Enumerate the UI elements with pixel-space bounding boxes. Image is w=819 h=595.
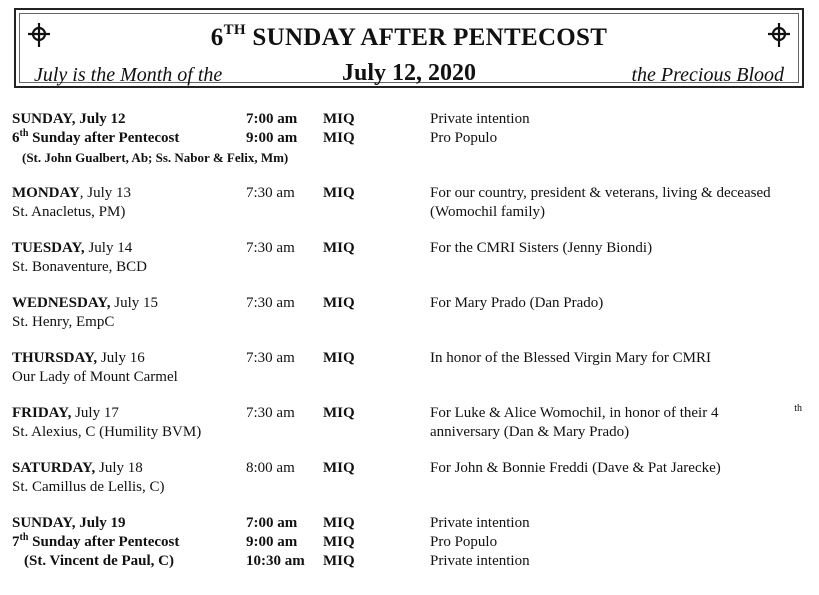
mass-time: 7:00 am [246,111,298,127]
mass-intention: Private intention [430,553,530,569]
mass-type: MIQ [323,185,355,201]
mass-intention: For John & Bonnie Freddi (Dave & Pat Jarecke) [430,460,721,476]
mass-type: MIQ [323,295,355,311]
mass-intention-continued: (Womochil family) [430,204,546,220]
page-title: 6TH SUNDAY AFTER PENTECOST [210,22,608,51]
feast-label: St. Camillus de Lellis, C) [12,479,165,495]
mass-type: MIQ [323,111,355,127]
cross-icon [766,22,792,48]
mass-intention: For Luke & Alice Womochil, in honor of their 4 th [430,403,802,421]
feast-label: 7th Sunday after Pentecost [12,532,180,550]
mass-time: 7:30 am [246,295,295,311]
month-dedication-prefix: July is the Month of the [34,64,223,86]
mass-time: 7:00 am [246,515,298,531]
mass-time: 10:30 am [246,553,305,569]
day-label: SUNDAY, July 19 [12,515,126,531]
day-label: SATURDAY, July 18 [12,460,143,476]
month-dedication-suffix: the Precious Blood [631,64,784,86]
feast-label: St. Henry, EmpC [12,314,115,330]
schedule-day-friday [12,404,807,442]
mass-intention-continued: anniversary (Dan & Mary Prado) [430,424,630,440]
mass-time: 7:30 am [246,405,295,421]
schedule-day-monday [12,184,807,222]
header-subtitle-row [20,60,798,90]
schedule-day-sunday-12 [12,110,807,167]
schedule-day-tuesday [12,239,807,277]
day-label: TUESDAY, July 14 [12,240,133,256]
bulletin-date: July 12, 2020 [341,60,476,86]
commemoration-note: (St. John Gualbert, Ab; Ss. Nabor & Felix, Mm) [22,150,289,165]
mass-intention: Pro Populo [430,534,498,550]
mass-intention: For Mary Prado (Dan Prado) [430,295,604,311]
mass-type: MIQ [323,515,355,531]
mass-type: MIQ [323,350,355,366]
bulletin-header [14,8,804,88]
mass-type: MIQ [323,130,355,146]
mass-intention: Private intention [430,515,530,531]
day-label: THURSDAY, July 16 [12,350,145,366]
feast-label: St. Alexius, C (Humility BVM) [12,424,202,440]
schedule-day-sunday-19 [12,514,807,571]
mass-time: 7:30 am [246,240,295,256]
mass-type: MIQ [323,240,355,256]
mass-type: MIQ [323,553,355,569]
mass-intention: For our country, president & veterans, living & deceased [430,185,771,201]
day-label: WEDNESDAY, July 15 [12,295,159,311]
mass-type: MIQ [323,534,355,550]
mass-time: 9:00 am [246,130,298,146]
mass-time: 9:00 am [246,534,298,550]
mass-intention: For the CMRI Sisters (Jenny Biondi) [430,240,653,256]
day-label: FRIDAY, July 17 [12,405,119,421]
mass-time: 7:30 am [246,350,295,366]
commemoration-note: (St. Vincent de Paul, C) [24,553,174,569]
feast-label: 6th Sunday after Pentecost [12,128,180,146]
mass-schedule [12,110,807,588]
mass-intention: In honor of the Blessed Virgin Mary for CMRI [430,350,712,366]
day-label: SUNDAY, July 12 [12,111,126,127]
mass-intention: Pro Populo [430,130,498,146]
feast-label: St. Bonaventure, BCD [12,259,147,275]
mass-type: MIQ [323,460,355,476]
mass-time: 8:00 am [246,460,295,476]
header-inner-border [19,13,799,86]
day-label: MONDAY, July 13 [12,185,132,201]
schedule-day-saturday [12,459,807,497]
mass-time: 7:30 am [246,185,295,201]
schedule-day-wednesday [12,294,807,332]
feast-label: Our Lady of Mount Carmel [12,369,178,385]
mass-intention: Private intention [430,111,530,127]
feast-label: St. Anacletus, PM) [12,204,126,220]
schedule-day-thursday [12,349,807,387]
mass-type: MIQ [323,405,355,421]
